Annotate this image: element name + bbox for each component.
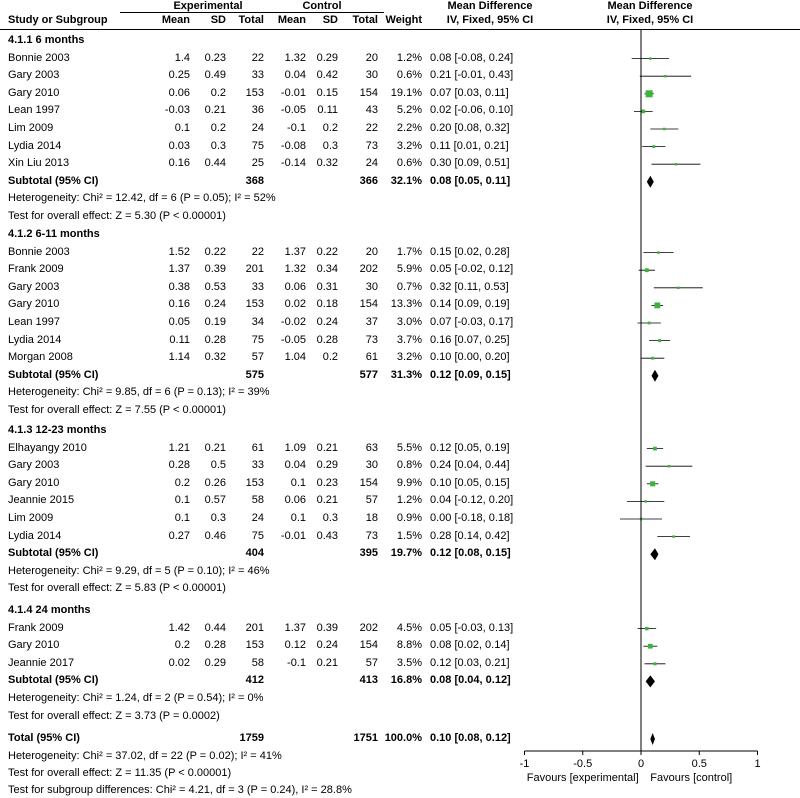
study-weight: 1.2% [396,51,422,64]
subtotal-weight: 19.7% [390,547,422,560]
study-c_sd: 0.43 [316,529,338,542]
study-c_n: 61 [365,351,378,364]
study-ci: 0.08 [-0.08, 0.24] [430,51,514,64]
heterogeneity-text: Heterogeneity: Chi² = 12.42, df = 6 (P = 0.05); I² = 52% [8,192,276,205]
study-c_sd: 0.21 [316,494,338,507]
subtotal-diamond [647,176,654,188]
subtotal-weight: 16.8% [390,674,422,687]
study-c_mean: -0.05 [280,104,306,117]
study-c_n: 57 [365,494,378,507]
subtotal-e-n: 404 [245,547,264,560]
study-ci: 0.20 [0.08, 0.32] [430,122,510,134]
study-e_sd: 0.21 [204,104,226,117]
heterogeneity-text: Heterogeneity: Chi² = 9.29, df = 5 (P = 0.10); I² = 46% [8,564,270,577]
study-ci: 0.00 [-0.18, 0.18] [430,512,514,524]
study-e_n: 57 [251,351,264,364]
study-name: Gary 2003 [8,69,60,82]
study-ci: 0.07 [-0.03, 0.17] [430,316,514,328]
study-name: Lean 1997 [8,316,60,328]
study-c_sd: 0.42 [316,69,338,82]
subgroup-title: 4.1.2 6-11 months [8,228,100,240]
study-weight: 3.0% [396,316,422,328]
x-tick-label: -0.5 [573,758,593,770]
study-e_n: 33 [251,459,264,472]
total-label: Total (95% CI) [8,732,80,744]
effect-square [646,90,653,97]
study-name: Lim 2009 [8,512,54,524]
study-weight: 8.8% [396,639,422,652]
study-ci: 0.11 [0.01, 0.21] [430,139,509,152]
study-c_mean: 0.1 [290,512,306,524]
study-e_n: 33 [251,69,264,82]
study-e_sd: 0.44 [204,621,226,634]
subtotal-ci: 0.08 [0.04, 0.12] [430,674,511,687]
study-ci: 0.15 [0.02, 0.28] [430,245,510,258]
study-e_n: 75 [251,529,264,542]
study-c_mean: -0.01 [280,529,306,542]
col-header: Study or Subgroup [8,14,108,26]
effect-square [651,357,654,360]
subtotal-weight: 31.3% [390,368,422,381]
heterogeneity-text: Heterogeneity: Chi² = 1.24, df = 2 (P = 0.54); I² = 0% [8,692,264,704]
study-e_n: 75 [251,139,264,152]
study-e_sd: 0.39 [204,263,226,276]
study-weight: 3.2% [396,139,422,152]
study-ci: 0.02 [-0.06, 0.10] [430,104,514,117]
study-e_n: 58 [251,494,264,507]
study-e_sd: 0.19 [204,316,226,328]
study-ci: 0.21 [-0.01, 0.43] [430,69,514,82]
header-md-sub: IV, Fixed, 95% CI [446,14,534,26]
subgroup-title: 4.1.4 24 months [8,604,91,616]
study-e_sd: 0.3 [210,512,226,524]
study-c_sd: 0.28 [316,333,338,346]
study-c_mean: 0.1 [290,476,306,489]
study-weight: 3.5% [396,656,422,669]
study-e_sd: 0.49 [204,69,226,82]
study-c_mean: 0.02 [284,298,306,311]
subtotal-c-n: 366 [359,174,378,187]
total-ci: 0.10 [0.08, 0.12] [430,732,511,744]
study-e_mean: 1.52 [168,245,190,258]
x-tick-label: 1 [754,758,761,770]
effect-square [649,57,652,60]
subtotal-label: Subtotal (95% CI) [8,174,99,187]
study-e_n: 61 [251,441,264,454]
effect-square [645,268,649,272]
subgroup-differences-text: Test for subgroup differences: Chi² = 4.21, df = 3 (P = 0.24), I² = 28.8% [8,784,352,796]
study-ci: 0.05 [-0.02, 0.12] [430,263,514,276]
study-c_mean: 1.37 [284,621,306,634]
study-c_mean: 1.32 [284,263,306,276]
study-e_sd: 0.5 [210,459,226,472]
study-e_sd: 0.21 [204,441,226,454]
col-header: Total [352,14,378,26]
subtotal-diamond [650,548,658,560]
total-e-n: 1759 [239,732,264,744]
study-name: Frank 2009 [8,263,64,276]
subgroup-title: 4.1.1 6 months [8,34,85,46]
study-e_mean: 1.42 [168,621,190,634]
study-c_sd: 0.24 [316,316,338,328]
study-c_n: 202 [359,263,378,276]
study-name: Elhayangy 2010 [8,441,87,454]
study-e_sd: 0.29 [204,656,226,669]
study-c_n: 20 [365,245,378,258]
study-e_mean: 1.14 [168,351,190,364]
study-c_n: 154 [359,86,378,99]
study-ci: 0.08 [0.02, 0.14] [430,639,510,652]
study-e_mean: 0.11 [169,333,190,346]
col-header: Total [238,14,264,26]
study-e_n: 34 [251,316,264,328]
x-tick-label: 0 [637,758,645,770]
study-weight: 5.5% [396,441,422,454]
study-weight: 4.5% [396,621,422,634]
study-e_sd: 0.46 [204,529,226,542]
study-e_sd: 0.2 [210,122,226,134]
subtotal-e-n: 368 [245,174,264,187]
study-name: Gary 2010 [8,86,60,99]
total-c-n: 1751 [353,732,378,744]
study-e_mean: 0.28 [168,459,190,472]
study-name: Lydia 2014 [8,529,62,542]
effect-square [642,110,646,114]
study-c_mean: 0.04 [284,69,306,82]
study-c_n: 18 [365,512,378,524]
total-diamond [650,733,655,745]
study-e_n: 25 [251,157,264,170]
effect-square [644,500,647,503]
subtotal-ci: 0.08 [0.05, 0.11] [430,174,511,187]
subgroup-title: 4.1.3 12-23 months [8,424,107,436]
study-c_mean: -0.01 [280,86,306,99]
study-c_mean: 0.12 [284,639,306,652]
study-c_n: 37 [365,316,378,328]
study-name: Gary 2003 [8,280,60,293]
study-c_mean: -0.14 [280,157,306,170]
study-name: Bonnie 2003 [8,51,70,64]
study-ci: 0.16 [0.07, 0.25] [430,333,510,346]
overall-effect-text: Test for overall effect: Z = 5.30 (P < 0.00001) [8,210,226,222]
study-e_sd: 0.2 [210,86,226,99]
study-e_mean: 0.38 [168,280,190,293]
study-weight: 1.2% [396,494,422,507]
study-e_n: 58 [251,656,264,669]
study-c_sd: 0.23 [316,476,338,489]
overall-effect-text: Test for overall effect: Z = 7.55 (P < 0.00001) [8,404,226,416]
header-control: Control [302,0,342,12]
study-ci: 0.14 [0.09, 0.19] [430,298,510,311]
study-c_mean: -0.08 [280,139,306,152]
study-c_n: 63 [365,441,378,454]
total-heterogeneity-text: Heterogeneity: Chi² = 37.02, df = 22 (P = 0.02); I² = 41% [8,750,282,762]
study-c_sd: 0.22 [316,245,338,258]
study-c_n: 154 [359,476,378,489]
study-weight: 0.8% [396,459,422,472]
overall-effect-text: Test for overall effect: Z = 5.83 (P < 0.00001) [8,582,226,595]
study-name: Gary 2003 [8,459,60,472]
effect-square [675,163,678,166]
study-e_n: 33 [251,280,264,293]
effect-square [650,481,655,486]
subtotal-c-n: 577 [359,368,378,381]
study-name: Gary 2010 [8,298,60,311]
study-c_sd: 0.2 [322,122,338,134]
study-weight: 9.9% [396,476,422,489]
study-name: Jeannie 2017 [8,656,75,669]
effect-square [672,535,675,538]
study-c_n: 30 [365,459,378,472]
study-e_sd: 0.28 [204,333,226,346]
study-c_n: 30 [365,69,378,82]
study-weight: 5.9% [396,263,422,276]
study-ci: 0.32 [0.11, 0.53] [430,280,509,293]
subtotal-c-n: 413 [359,674,378,687]
effect-square [668,465,671,468]
study-weight: 1.7% [396,245,422,258]
subtotal-label: Subtotal (95% CI) [8,674,99,687]
effect-square [653,662,656,665]
study-e_n: 24 [251,122,264,134]
study-weight: 3.2% [396,351,422,364]
study-e_n: 153 [245,639,264,652]
study-e_sd: 0.23 [204,51,226,64]
study-e_n: 36 [251,104,264,117]
study-e_mean: 1.37 [168,263,190,276]
study-weight: 0.6% [396,157,422,170]
study-c_sd: 0.15 [316,86,338,99]
subtotal-diamond [651,370,658,382]
study-c_n: 202 [359,621,378,634]
study-c_n: 73 [365,139,378,152]
study-name: Xin Liu 2013 [8,157,70,170]
subtotal-ci: 0.12 [0.08, 0.15] [430,547,511,560]
study-e_sd: 0.57 [204,494,226,507]
study-e_n: 153 [245,298,264,311]
study-e_mean: 0.16 [168,157,190,170]
study-weight: 5.2% [396,104,422,117]
study-c_sd: 0.3 [322,139,338,152]
study-c_n: 20 [365,51,378,64]
subtotal-label: Subtotal (95% CI) [8,547,99,560]
study-ci: 0.04 [-0.12, 0.20] [430,494,514,507]
x-tick-label: -1 [519,758,530,770]
overall-effect-text: Test for overall effect: Z = 3.73 (P = 0.0002) [8,709,220,722]
study-ci: 0.28 [0.14, 0.42] [430,529,510,542]
effect-square [654,302,660,308]
effect-square [645,627,648,630]
effect-square [653,447,657,451]
col-header: Mean [161,14,190,26]
x-tick-label: 0.5 [691,758,707,770]
subtotal-diamond [646,675,655,687]
effect-square [652,145,655,148]
header-plot-sub: IV, Fixed, 95% CI [606,14,694,26]
study-name: Frank 2009 [8,621,64,634]
study-e_mean: 0.2 [174,639,190,652]
study-e_mean: 0.03 [168,139,190,152]
col-header: Weight [385,14,422,26]
study-e_mean: 0.06 [168,86,190,99]
total-weight: 100.0% [384,732,422,744]
study-e_mean: 0.05 [168,316,190,328]
study-e_n: 24 [251,512,264,524]
subtotal-c-n: 395 [359,547,378,560]
study-e_n: 201 [245,263,264,276]
heterogeneity-text: Heterogeneity: Chi² = 9.85, df = 6 (P = 0.13); I² = 39% [8,386,270,399]
header-plot-title: Mean Difference [607,0,693,12]
study-c_mean: 0.06 [284,280,306,293]
effect-square [648,644,653,649]
study-c_mean: 1.09 [284,441,306,454]
study-weight: 0.9% [396,512,422,524]
study-weight: 19.1% [390,86,422,99]
study-e_n: 75 [251,333,264,346]
study-c_mean: -0.02 [280,316,306,328]
study-ci: 0.12 [0.05, 0.19] [430,441,510,454]
study-e_mean: 1.21 [168,441,190,454]
study-c_n: 154 [359,639,378,652]
study-name: Gary 2010 [8,639,60,652]
study-e_n: 153 [245,476,264,489]
total-overall-effect-text: Test for overall effect: Z = 11.35 (P < 0.00001) [8,767,232,779]
study-e_mean: -0.03 [164,104,190,117]
study-e_mean: 0.2 [174,476,190,489]
favours-control-label: Favours [control] [650,772,733,784]
effect-square [677,287,680,290]
study-e_mean: 0.25 [168,69,190,82]
study-name: Jeannie 2015 [8,494,75,507]
study-c_sd: 0.2 [322,351,338,364]
subtotal-weight: 32.1% [390,174,422,187]
study-e_sd: 0.26 [204,476,226,489]
study-name: Lydia 2014 [8,139,62,152]
effect-square [648,322,651,325]
study-weight: 1.5% [396,529,422,542]
study-e_mean: 0.1 [174,512,190,524]
study-e_mean: 1.4 [174,51,190,64]
subtotal-ci: 0.12 [0.09, 0.15] [430,368,511,381]
study-e_sd: 0.3 [210,139,226,152]
study-e_sd: 0.53 [204,280,226,293]
study-e_sd: 0.22 [204,245,226,258]
study-c_sd: 0.24 [316,639,338,652]
study-c_n: 57 [365,656,378,669]
study-c_n: 154 [359,298,378,311]
study-e_sd: 0.32 [204,351,226,364]
study-c_sd: 0.18 [316,298,338,311]
study-c_n: 73 [365,529,378,542]
study-c_sd: 0.21 [316,656,338,669]
study-c_sd: 0.31 [316,280,338,293]
study-e_n: 22 [251,245,264,258]
study-c_n: 30 [365,280,378,293]
header-md-title: Mean Difference [447,0,533,12]
study-ci: 0.12 [0.03, 0.21] [430,656,510,669]
study-e_n: 22 [251,51,264,64]
study-e_mean: 0.16 [168,298,190,311]
study-ci: 0.07 [0.03, 0.11] [430,86,509,99]
effect-square [657,251,660,254]
study-weight: 3.7% [396,333,422,346]
study-c_mean: -0.05 [280,333,306,346]
study-name: Bonnie 2003 [8,245,70,258]
study-e_n: 201 [245,621,264,634]
favours-experimental-label: Favours [experimental] [526,772,639,784]
study-c_mean: 1.37 [284,245,306,258]
study-e_mean: 0.02 [168,656,190,669]
effect-square [664,75,667,78]
study-name: Lydia 2014 [8,333,62,346]
study-c_mean: -0.1 [287,122,306,134]
subtotal-label: Subtotal (95% CI) [8,368,99,381]
study-name: Gary 2010 [8,476,60,489]
col-header: SD [210,14,226,26]
effect-square [658,339,661,342]
study-c_n: 43 [365,104,378,117]
study-e_n: 153 [245,86,264,99]
study-c_sd: 0.39 [316,621,338,634]
header-experimental: Experimental [173,0,243,12]
study-c_mean: 0.06 [284,494,306,507]
study-c_mean: 1.32 [284,51,306,64]
study-c_sd: 0.29 [316,51,338,64]
study-weight: 0.7% [396,280,422,293]
study-c_n: 24 [365,157,378,170]
col-header: SD [322,14,338,26]
study-ci: 0.24 [0.04, 0.44] [430,459,510,472]
study-c_mean: 1.04 [284,351,306,364]
study-c_sd: 0.3 [322,512,338,524]
study-c_sd: 0.32 [316,157,338,170]
study-e_mean: 0.27 [168,529,190,542]
study-c_mean: -0.1 [287,656,306,669]
study-c_sd: 0.29 [316,459,338,472]
study-name: Lean 1997 [8,104,60,117]
study-ci: 0.10 [0.05, 0.15] [430,476,510,489]
study-ci: 0.05 [-0.03, 0.13] [430,621,514,634]
subtotal-e-n: 575 [245,368,264,381]
col-header: Mean [277,14,306,26]
effect-square [663,128,666,131]
study-c_sd: 0.21 [316,441,338,454]
study-e_sd: 0.28 [204,639,226,652]
study-c_sd: 0.34 [316,263,338,276]
study-c_n: 73 [365,333,378,346]
study-weight: 0.6% [396,69,422,82]
study-weight: 2.2% [396,122,422,134]
study-ci: 0.30 [0.09, 0.51] [430,157,510,170]
study-e_mean: 0.1 [174,494,190,507]
study-c_sd: 0.11 [317,104,338,117]
study-weight: 13.3% [390,298,422,311]
study-c_mean: 0.04 [284,459,306,472]
study-e_sd: 0.24 [204,298,226,311]
study-name: Lim 2009 [8,122,54,134]
study-e_mean: 0.1 [174,122,190,134]
study-ci: 0.10 [0.00, 0.20] [430,351,510,364]
study-name: Morgan 2008 [8,351,73,364]
subtotal-e-n: 412 [245,674,264,687]
study-e_sd: 0.44 [204,157,226,170]
study-c_n: 22 [365,122,378,134]
